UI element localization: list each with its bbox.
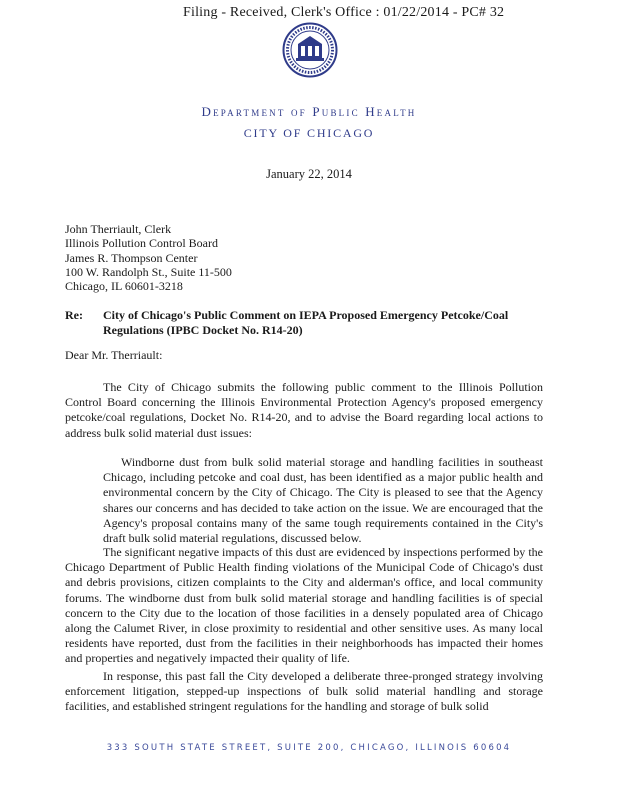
- addressee-line: James R. Thompson Center: [65, 250, 198, 265]
- salutation: Dear Mr. Therriault:: [65, 348, 163, 362]
- addressee-line: 100 W. Randolph St., Suite 11-500: [65, 264, 232, 279]
- body-paragraph: In response, this past fall the City developed a deliberate three-pronged strategy involving enforcement litigation, stepped-up inspections of bulk solid material handling and storage facilities, and established stringent regulations for the handling and storage of bulk solid: [65, 669, 543, 714]
- addressee-line: Illinois Pollution Control Board: [65, 236, 219, 251]
- filing-stamp: Filing - Received, Clerk's Office : 01/22/2014 - PC# 32: [183, 5, 505, 20]
- addressee-line: Chicago, IL 60601-3218: [65, 279, 183, 294]
- body-paragraph: The significant negative impacts of this dust are evidenced by inspections performed by the Chicago Department of Public Health finding violations of the Municipal Code of Chicago's dust and debris provisions, citizen complaints to the City and alderman's office, and local community forums. The windborne dust from bulk solid material storage and handling facilities is of special concern to the City due to the location of those facilities in a densely populated area of Chicago along the Calumet River, in close proximity to residential and other sensitive uses. As many local residents have reported, dust from the facilities in their neighborhoods has impacted their homes and properties and negatively impacted their quality of life.: [65, 545, 543, 666]
- letter-date: January 22, 2014: [266, 167, 352, 181]
- addressee-block: [65, 222, 232, 293]
- body-paragraph: The City of Chicago submits the following public comment to the Illinois Pollution Control Board concerning the Illinois Environmental Protection Agency's proposed emergency petcoke/coal regulations, Docket No. R14-20, and to advise the Board regarding local actions to address bulk solid material dust issues:: [65, 380, 543, 440]
- re-subject: City of Chicago's Public Comment on IEPA Proposed Emergency Petcoke/Coal Regulations (IPBC Docket No. R14-20): [103, 308, 509, 337]
- re-label: Re:: [65, 308, 83, 322]
- city-name: CITY OF CHICAGO: [243, 126, 375, 140]
- department-name: Department of Public Health: [201, 104, 417, 119]
- city-seal-icon: [282, 22, 338, 78]
- footer-address: 333 SOUTH STATE STREET, SUITE 200, CHICAGO, ILLINOIS 60604: [106, 743, 512, 753]
- addressee-line: John Therriault, Clerk: [65, 222, 172, 236]
- body-paragraph-indented: Windborne dust from bulk solid material storage and handling facilities in southeast Chicago, including petcoke and coal dust, has been identified as a major public health and environmental concern by the City of Chicago. The City is pleased to see that the Agency shares our concerns and has decided to take action on the issue. We are encouraged that the Agency's proposal contains many of the same tough requirements contained in the City's draft bulk solid material regulations, discussed below.: [103, 455, 543, 546]
